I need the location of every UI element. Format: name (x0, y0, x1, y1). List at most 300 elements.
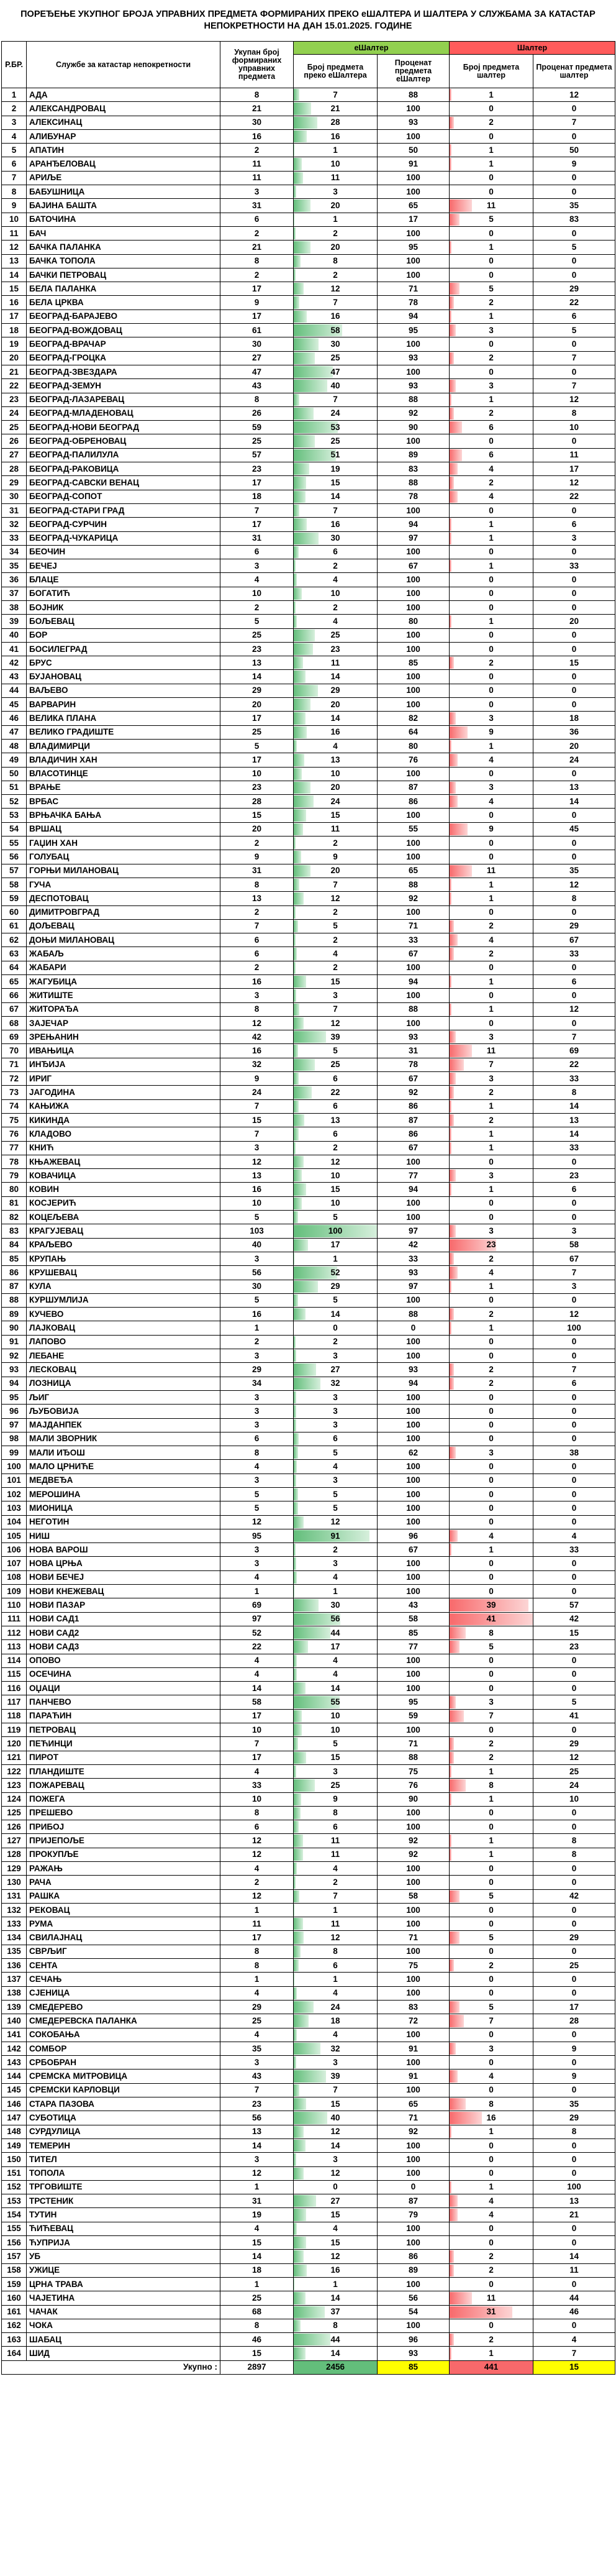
table-row (2, 2166, 615, 2180)
cell-service: БЕОГРАД-ЛАЗАРЕВАЦ (27, 393, 220, 406)
cell-total: 11 (220, 1917, 294, 1931)
cell-s-pct: 69 (533, 1044, 615, 1058)
cell-e-pct: 67 (378, 947, 450, 961)
cell-e-count (294, 1321, 378, 1335)
cell-s-pct: 0 (533, 171, 615, 185)
cell-s-pct: 33 (533, 1543, 615, 1557)
cell-e-pct: 67 (378, 1072, 450, 1086)
s-count-value: 4 (489, 2210, 494, 2220)
cell-service: НОВА ВАРОШ (27, 1543, 220, 1557)
table-row (2, 712, 615, 725)
s-count-value: 16 (486, 2112, 496, 2122)
cell-s-count (450, 406, 533, 420)
table-row (2, 1543, 615, 1557)
cell-e-pct: 100 (378, 1654, 450, 1667)
cell-e-count (294, 1141, 378, 1155)
cell-total: 6 (220, 1820, 294, 1834)
cell-s-count (450, 2153, 533, 2166)
cell-s-count (450, 2180, 533, 2194)
cell-s-pct: 0 (533, 1917, 615, 1931)
cell-e-pct: 75 (378, 1959, 450, 1973)
s-count-value: 0 (489, 367, 494, 377)
table-row (2, 989, 615, 1002)
cell-s-pct: 12 (533, 476, 615, 490)
cell-e-pct: 92 (378, 2125, 450, 2138)
cell-rbr: 138 (2, 1986, 27, 2000)
cell-e-count (294, 600, 378, 614)
table-row (2, 102, 615, 116)
shalter-data-bar (450, 560, 451, 572)
cell-e-count (294, 503, 378, 517)
cell-rbr: 164 (2, 2347, 27, 2360)
cell-total: 10 (220, 1723, 294, 1737)
cell-e-pct: 67 (378, 1543, 450, 1557)
e-count-value: 55 (330, 1697, 340, 1707)
cell-s-count (450, 837, 533, 850)
s-count-value: 0 (489, 436, 494, 446)
cell-e-count (294, 1196, 378, 1210)
cell-s-count (450, 2194, 533, 2208)
cell-s-pct: 45 (533, 822, 615, 836)
cell-e-count (294, 1308, 378, 1321)
cell-e-pct: 100 (378, 1390, 450, 1404)
s-count-value: 0 (489, 1683, 494, 1693)
cell-s-count (450, 2056, 533, 2070)
cell-service: СРЕМСКИ КАРЛОВЦИ (27, 2083, 220, 2097)
cell-e-count (294, 795, 378, 809)
s-count-value: 0 (489, 1198, 494, 1208)
cell-rbr: 127 (2, 1834, 27, 1848)
cell-total: 25 (220, 434, 294, 448)
cell-rbr: 101 (2, 1474, 27, 1487)
cell-e-pct: 100 (378, 1570, 450, 1584)
cell-s-pct: 100 (533, 2180, 615, 2194)
cell-total: 17 (220, 282, 294, 296)
cell-e-pct: 92 (378, 1086, 450, 1099)
s-count-value: 1 (489, 519, 494, 529)
cell-e-pct: 100 (378, 684, 450, 697)
s-count-value: 2 (489, 1364, 494, 1374)
s-count-value: 1 (489, 1004, 494, 1014)
header-rbr: Р.БР. (2, 42, 27, 88)
cell-service: ЛЕБАНЕ (27, 1349, 220, 1363)
e-count-value: 4 (333, 1669, 338, 1679)
cell-e-count (294, 1460, 378, 1474)
shalter-data-bar (450, 615, 451, 627)
cell-service: СМЕДЕРЕВСКА ПАЛАНКА (27, 2014, 220, 2028)
cell-s-count (450, 1737, 533, 1751)
cell-s-pct: 7 (533, 1266, 615, 1280)
cell-s-pct: 0 (533, 2028, 615, 2042)
cell-total: 11 (220, 171, 294, 185)
cell-s-pct: 0 (533, 1474, 615, 1487)
table-row (2, 1030, 615, 1044)
cell-rbr: 118 (2, 1709, 27, 1723)
cell-s-count (450, 365, 533, 378)
s-count-value: 0 (489, 1503, 494, 1513)
s-count-value: 4 (489, 1531, 494, 1541)
eshalter-data-bar (294, 269, 296, 281)
cell-total: 27 (220, 351, 294, 365)
s-count-value: 2 (489, 949, 494, 959)
cell-s-pct: 0 (533, 1903, 615, 1917)
cell-e-pct: 43 (378, 1598, 450, 1612)
cell-rbr: 143 (2, 2056, 27, 2070)
e-count-value: 29 (330, 1281, 340, 1291)
cell-service: БАЧ (27, 226, 220, 240)
cell-e-count (294, 615, 378, 628)
cell-e-pct: 72 (378, 2014, 450, 2028)
table-row (2, 1640, 615, 1654)
cell-s-pct: 0 (533, 1570, 615, 1584)
cell-s-count (450, 1030, 533, 1044)
cell-rbr: 90 (2, 1321, 27, 1335)
shalter-data-bar (450, 2347, 451, 2359)
cell-service: НОВИ БЕЧЕЈ (27, 1570, 220, 1584)
cell-total: 3 (220, 1252, 294, 1265)
table-row (2, 919, 615, 933)
cell-s-count (450, 462, 533, 476)
e-count-value: 11 (330, 658, 340, 667)
table-row (2, 2070, 615, 2083)
cell-e-pct: 95 (378, 324, 450, 337)
cell-s-count (450, 850, 533, 864)
header-row-groups (2, 42, 615, 55)
cell-rbr: 58 (2, 878, 27, 891)
e-count-value: 11 (330, 173, 340, 183)
cell-s-pct: 24 (533, 753, 615, 767)
cell-e-count (294, 933, 378, 947)
s-count-value: 0 (489, 1669, 494, 1679)
s-count-value: 0 (489, 2085, 494, 2095)
table-row (2, 365, 615, 378)
s-count-value: 0 (489, 131, 494, 141)
cell-s-count (450, 961, 533, 974)
s-count-value: 3 (489, 782, 494, 792)
cell-service: ТРСТЕНИК (27, 2194, 220, 2208)
cell-e-pct: 83 (378, 462, 450, 476)
cell-e-pct: 78 (378, 296, 450, 309)
cell-s-pct: 0 (533, 1557, 615, 1570)
cell-s-pct: 14 (533, 1127, 615, 1141)
cell-s-count (450, 615, 533, 628)
cell-rbr: 80 (2, 1183, 27, 1196)
table-row (2, 698, 615, 712)
e-count-value: 13 (330, 1115, 340, 1125)
cell-s-count (450, 351, 533, 365)
cell-e-count (294, 1806, 378, 1820)
table-row (2, 379, 615, 393)
cell-e-count (294, 1169, 378, 1183)
cell-s-pct: 7 (533, 379, 615, 393)
cell-service: ЉИГ (27, 1390, 220, 1404)
cell-total: 8 (220, 88, 294, 102)
cell-total: 1 (220, 1585, 294, 1598)
cell-rbr: 142 (2, 2042, 27, 2055)
cell-rbr: 6 (2, 157, 27, 171)
cell-e-count (294, 1016, 378, 1030)
cell-e-count (294, 157, 378, 171)
cell-total: 8 (220, 393, 294, 406)
table-row (2, 2014, 615, 2028)
cell-e-pct: 88 (378, 476, 450, 490)
e-count-value: 14 (330, 2293, 340, 2303)
cell-total: 57 (220, 448, 294, 462)
eshalter-data-bar (294, 1876, 296, 1888)
s-count-value: 0 (489, 1392, 494, 1402)
cell-s-count (450, 1058, 533, 1071)
e-count-value: 27 (330, 1364, 340, 1374)
cell-e-pct: 94 (378, 1183, 450, 1196)
cell-e-pct: 100 (378, 1515, 450, 1529)
e-count-value: 30 (330, 339, 340, 349)
cell-service: ПАРАЋИН (27, 1709, 220, 1723)
cell-s-pct: 57 (533, 1598, 615, 1612)
cell-e-count (294, 905, 378, 919)
cell-total: 2 (220, 837, 294, 850)
cell-total: 14 (220, 2138, 294, 2152)
cell-s-pct: 6 (533, 1183, 615, 1196)
cell-e-count (294, 1585, 378, 1598)
s-count-value: 0 (489, 1808, 494, 1818)
cell-e-count (294, 351, 378, 365)
e-count-value: 3 (333, 1392, 338, 1402)
cell-s-pct: 58 (533, 1238, 615, 1252)
table-row (2, 1986, 615, 2000)
table-row (2, 2000, 615, 2014)
cell-e-count (294, 1030, 378, 1044)
cell-e-count (294, 656, 378, 670)
cell-service: БЕОГРАД-БАРАЈЕВО (27, 309, 220, 323)
cell-s-pct: 33 (533, 947, 615, 961)
s-count-value: 0 (489, 2168, 494, 2178)
cell-service: КРАГУЈЕВАЦ (27, 1224, 220, 1238)
s-count-value: 0 (489, 2154, 494, 2164)
cell-s-pct: 0 (533, 2153, 615, 2166)
e-count-value: 51 (330, 450, 340, 460)
eshalter-data-bar (294, 602, 296, 613)
cell-e-count (294, 1072, 378, 1086)
cell-service: БЕОГРАД-СУРЧИН (27, 518, 220, 531)
cell-e-count (294, 2333, 378, 2347)
cell-e-pct: 100 (378, 1986, 450, 2000)
table-row (2, 725, 615, 739)
cell-e-count (294, 2222, 378, 2235)
cell-e-pct: 92 (378, 1848, 450, 1861)
cell-e-count (294, 476, 378, 490)
s-count-value: 0 (489, 256, 494, 266)
cell-rbr: 32 (2, 518, 27, 531)
s-count-value: 1 (489, 159, 494, 169)
cell-e-pct: 87 (378, 1113, 450, 1127)
cell-service: ИНЂИЈА (27, 1058, 220, 1071)
s-count-value: 5 (489, 283, 494, 293)
cell-s-pct: 0 (533, 2319, 615, 2332)
cell-e-pct: 54 (378, 2305, 450, 2319)
cell-total: 13 (220, 2125, 294, 2138)
s-count-value: 2 (489, 1738, 494, 1748)
e-count-value: 10 (330, 589, 340, 598)
cell-e-count (294, 2097, 378, 2111)
cell-service: НОВИ ПАЗАР (27, 1598, 220, 1612)
cell-total: 15 (220, 2236, 294, 2250)
table-row (2, 615, 615, 628)
cell-s-pct: 12 (533, 1751, 615, 1764)
cell-s-count (450, 559, 533, 573)
cell-rbr: 107 (2, 1557, 27, 1570)
cell-rbr: 117 (2, 1695, 27, 1709)
e-count-value: 44 (330, 2334, 340, 2344)
cell-s-count (450, 1945, 533, 1958)
eshalter-data-bar (294, 1544, 296, 1556)
cell-service: ЖИТОРАЂА (27, 1002, 220, 1016)
cell-s-pct: 18 (533, 712, 615, 725)
cell-s-pct: 35 (533, 2097, 615, 2111)
e-count-value: 10 (330, 769, 340, 779)
table-row (2, 129, 615, 143)
s-count-value: 1 (489, 2182, 494, 2192)
cell-total: 3 (220, 559, 294, 573)
s-count-value: 1 (489, 1143, 494, 1153)
cell-total: 4 (220, 1862, 294, 1876)
header-e-pct: Проценат предмета еШалтер (378, 55, 450, 88)
shalter-data-bar (450, 1766, 451, 1777)
cell-s-count (450, 1293, 533, 1307)
cell-e-pct: 96 (378, 2333, 450, 2347)
e-count-value: 32 (330, 2043, 340, 2053)
cell-service: ПИРОТ (27, 1751, 220, 1764)
cell-s-count (450, 241, 533, 254)
cell-service: СЕНТА (27, 1959, 220, 1973)
cell-s-pct: 83 (533, 213, 615, 226)
cell-s-pct: 0 (533, 670, 615, 684)
cell-total: 32 (220, 1058, 294, 1071)
s-count-value: 1 (489, 2349, 494, 2358)
cell-s-count (450, 1779, 533, 1792)
table-row (2, 421, 615, 434)
cell-service: РЕКОВАЦ (27, 1903, 220, 1917)
cell-total: 23 (220, 642, 294, 656)
table-row (2, 1585, 615, 1598)
cell-e-pct: 100 (378, 767, 450, 781)
cell-e-pct: 93 (378, 351, 450, 365)
cell-rbr: 140 (2, 2014, 27, 2028)
cell-service: АЛЕКСИНАЦ (27, 116, 220, 129)
cell-s-count (450, 628, 533, 642)
s-count-value: 2 (489, 1115, 494, 1125)
cell-service: СОКОБАЊА (27, 2028, 220, 2042)
cell-e-count (294, 2111, 378, 2125)
cell-e-pct: 100 (378, 628, 450, 642)
cell-rbr: 109 (2, 1585, 27, 1598)
cell-e-pct: 80 (378, 739, 450, 753)
cell-service: РАЧА (27, 1876, 220, 1889)
cell-e-pct: 17 (378, 213, 450, 226)
cell-service: ВРЊАЧКА БАЊА (27, 809, 220, 822)
cell-rbr: 13 (2, 254, 27, 268)
cell-s-count (450, 2014, 533, 2028)
cell-e-count (294, 642, 378, 656)
cell-total: 1 (220, 1321, 294, 1335)
s-count-value: 4 (489, 2196, 494, 2206)
s-count-value: 0 (489, 1489, 494, 1499)
cell-s-count (450, 1363, 533, 1377)
cell-e-pct: 100 (378, 503, 450, 517)
cell-s-pct: 15 (533, 656, 615, 670)
cell-s-pct: 0 (533, 1876, 615, 1889)
cell-e-count (294, 1377, 378, 1390)
cell-e-pct: 82 (378, 712, 450, 725)
cell-service: ДИМИТРОВГРАД (27, 905, 220, 919)
cell-e-count (294, 587, 378, 600)
cell-service: БАТОЧИНА (27, 213, 220, 226)
cell-e-pct: 100 (378, 1973, 450, 1986)
cell-e-pct: 86 (378, 1099, 450, 1113)
cell-service: ГОРЊИ МИЛАНОВАЦ (27, 864, 220, 878)
e-count-value: 23 (330, 644, 340, 654)
cell-rbr: 106 (2, 1543, 27, 1557)
s-count-value: 2 (489, 1753, 494, 1762)
e-count-value: 15 (330, 976, 340, 986)
cell-service: ОЏАЦИ (27, 1682, 220, 1695)
e-count-value: 4 (333, 1462, 338, 1472)
table-row (2, 1737, 615, 1751)
cell-s-pct: 0 (533, 1390, 615, 1404)
table-row (2, 1086, 615, 1099)
table-row (2, 1113, 615, 1127)
cell-e-count (294, 2305, 378, 2319)
cell-s-count (450, 1044, 533, 1058)
cell-rbr: 7 (2, 171, 27, 185)
cell-total: 19 (220, 2208, 294, 2222)
e-count-value: 8 (333, 2321, 338, 2331)
cell-s-count (450, 226, 533, 240)
cell-e-count (294, 1876, 378, 1889)
cell-e-count (294, 837, 378, 850)
cell-total: 1 (220, 2180, 294, 2194)
cell-rbr: 134 (2, 1931, 27, 1945)
cell-s-pct: 0 (533, 2138, 615, 2152)
s-count-value: 3 (489, 325, 494, 335)
cell-e-count (294, 2153, 378, 2166)
s-count-value: 9 (489, 824, 494, 834)
cell-e-pct: 100 (378, 2083, 450, 2097)
cell-s-pct: 38 (533, 1446, 615, 1460)
cell-rbr: 89 (2, 1308, 27, 1321)
cell-e-pct: 100 (378, 1820, 450, 1834)
e-count-value: 29 (330, 685, 340, 695)
cell-service: ТОПОЛА (27, 2166, 220, 2180)
table-row (2, 809, 615, 822)
cell-s-pct: 13 (533, 1113, 615, 1127)
cell-s-count (450, 2042, 533, 2055)
s-count-value: 8 (489, 2099, 494, 2109)
cell-total: 6 (220, 1432, 294, 1446)
cell-s-pct: 29 (533, 919, 615, 933)
cell-rbr: 116 (2, 1682, 27, 1695)
table-row (2, 2180, 615, 2194)
cell-rbr: 163 (2, 2333, 27, 2347)
table-row (2, 1418, 615, 1432)
table-row (2, 1682, 615, 1695)
cell-e-pct: 88 (378, 1002, 450, 1016)
e-count-value: 15 (330, 2099, 340, 2109)
cell-e-count (294, 1570, 378, 1584)
table-row (2, 739, 615, 753)
cell-e-pct: 76 (378, 753, 450, 767)
cell-s-count (450, 795, 533, 809)
s-count-value: 0 (489, 1586, 494, 1596)
